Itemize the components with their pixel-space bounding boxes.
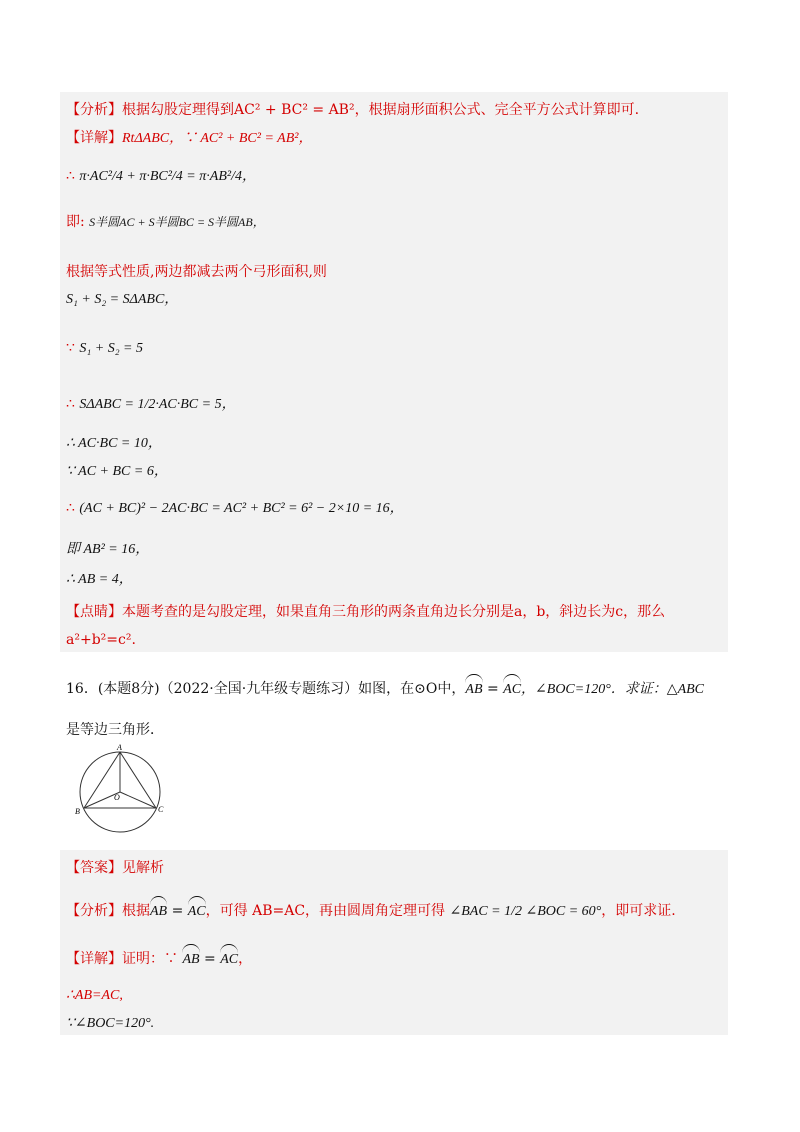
arc-ab: AB	[182, 944, 199, 970]
eq-s1-s2-5: S₁ + S₂ = 5	[79, 341, 144, 356]
square-line	[66, 498, 404, 519]
point-text-2: a²+b²=c².	[66, 632, 136, 648]
q16-analysis-eq: ∠BAC = 1/2 ∠BOC = 60°	[449, 904, 602, 919]
label-a: A	[117, 743, 122, 752]
answer-line	[66, 858, 164, 878]
because-line	[66, 338, 143, 359]
q16-analysis-post: ，即可求证.	[601, 903, 676, 919]
q16-stem-line2: 是等边三角形．	[66, 722, 164, 738]
therefore-symbol: ∴	[66, 168, 75, 184]
eq-s1-s2: S₁ + S₂ = SΔABC，	[66, 292, 179, 307]
equals: =	[204, 951, 216, 967]
q16-stem-mid: ，∠BOC=120°．求证：△ABC	[521, 682, 705, 697]
label-o: O	[114, 793, 120, 802]
ie-eq: S半圆AC + S半圆BC = S半圆AB，	[89, 215, 265, 229]
therefore-symbol: ∴	[66, 396, 75, 412]
q16-analysis-mid: ，可得 AB=AC，再由圆周角定理可得	[205, 903, 446, 919]
eq-area: SΔABC = 1/2·AC·BC = 5，	[79, 397, 236, 412]
point-tag: 【点睛】	[66, 604, 122, 620]
q16-detail-text: 证明：∵	[122, 951, 178, 967]
property-line: 根据等式性质,两边都减去两个弓形面积,则	[66, 264, 327, 280]
answer-text: 见解析	[122, 860, 164, 876]
arc-ac: AC	[220, 944, 238, 970]
q16-stem-prefix: 16．(本题8分)（2022·全国·九年级专题练习）如图，在⊙O中，	[66, 681, 466, 697]
point-line	[66, 602, 665, 622]
circle-triangle-figure	[72, 742, 172, 834]
label-c: C	[158, 805, 164, 814]
eq-square: (AC + BC)² − 2AC·BC = AC² + BC² = 6² − 2×10 = 16，	[79, 501, 404, 516]
label-b: B	[75, 807, 80, 816]
q16-analysis-line	[66, 896, 676, 922]
q16-line-ab-ac: ∴AB=AC,	[66, 988, 123, 1003]
eq-pi-line	[66, 166, 256, 187]
arc-ab: AB	[150, 896, 167, 922]
point-text: 本题考查的是勾股定理，如果直角三角形的两条直角边长分别是a，b，斜边长为c，那么	[122, 604, 666, 620]
therefore-symbol: ∴	[66, 500, 75, 516]
ie-label: 即:	[66, 214, 85, 230]
q16-analysis-pre: 根据	[122, 903, 150, 919]
arc-ac: AC	[188, 896, 206, 922]
detail-text: RtΔABC，∵ AC² + BC² = AB²，	[122, 131, 313, 146]
ie-line	[66, 212, 265, 232]
area-line	[66, 394, 236, 415]
q16-detail-line: 【详解】证明：∵ AB = AC，	[66, 944, 252, 970]
arc-ab: AB	[465, 674, 482, 700]
answer-tag: 【答案】	[66, 860, 122, 876]
detail-line	[66, 128, 312, 149]
q16-line-boc: ∵∠BOC=120°.	[66, 1016, 155, 1031]
q16-detail-tag: 【详解】	[66, 951, 122, 967]
analysis-text: 根据勾股定理得到AC² + BC² = AB²，根据扇形面积公式、完全平方公式计算即可.	[122, 102, 640, 118]
equals: =	[171, 903, 184, 919]
eq-ab-squared: 即 AB² = 16，	[66, 542, 150, 557]
because-symbol: ∵	[66, 340, 75, 356]
q16-stem	[66, 674, 704, 700]
arc-ac: AC	[503, 674, 521, 700]
eq-pi: π·AC²/4 + π·BC²/4 = π·AB²/4，	[79, 169, 256, 184]
analysis-tag: 【分析】	[66, 102, 122, 118]
eq-ab-4: ∴ AB = 4，	[66, 572, 133, 587]
detail-tag: 【详解】	[66, 130, 122, 146]
analysis-line	[66, 100, 639, 120]
q16-analysis-tag: 【分析】	[66, 903, 122, 919]
eq-acbc: ∴ AC·BC = 10，	[66, 436, 162, 451]
equals: =	[486, 681, 499, 697]
eq-sum: ∵ AC + BC = 6，	[66, 464, 168, 479]
